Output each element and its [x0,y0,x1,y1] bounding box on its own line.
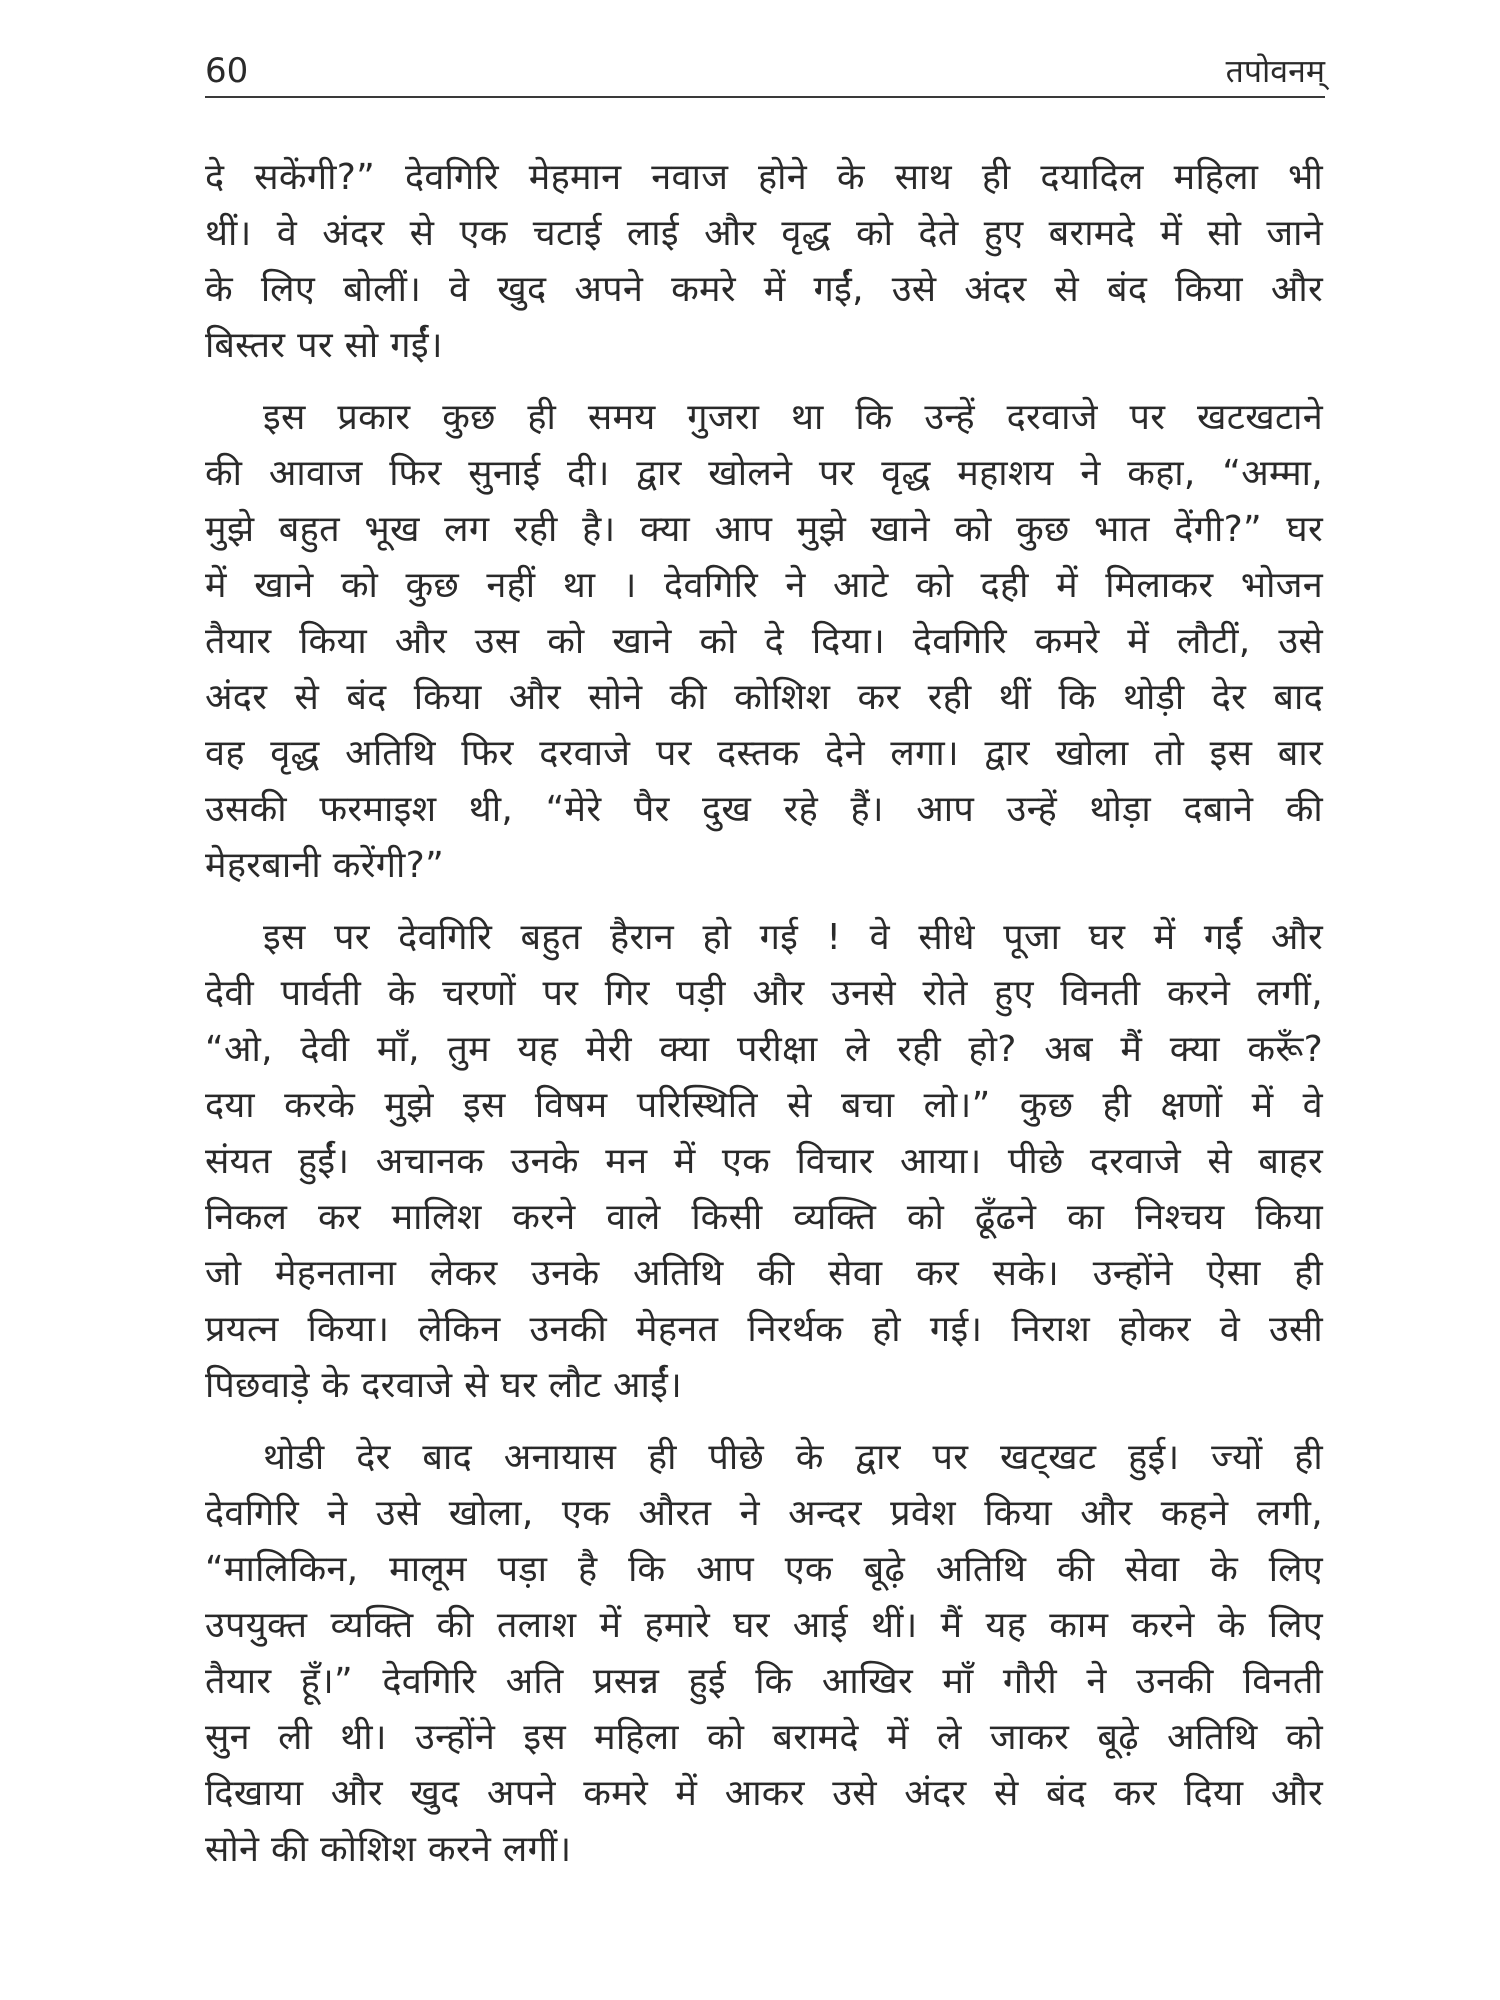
text-line: सोने की कोशिश करने लगीं। [205,1829,572,1870]
paragraph-1 [205,150,1323,374]
text-line: थीं। वे अंदर से एक चटाई लाई और वृद्ध को देते हुए बरामदे में सो जाने [205,213,1323,254]
page-number: 60 [205,51,249,91]
running-title: तपोवनम् [1225,52,1325,90]
paragraph-4 [205,1430,1323,1878]
text-line: में खाने को कुछ नहीं था । देवगिरि ने आटे को दही में मिलाकर भोजन [205,565,1323,606]
text-line: जो मेहनताना लेकर उनके अतिथि की सेवा कर सके। उन्होंने ऐसा ही [205,1253,1323,1294]
text-line: प्रयत्न किया। लेकिन उनकी मेहनत निरर्थक हो गई। निराश होकर वे उसी [205,1309,1323,1350]
text-line: उपयुक्त व्यक्ति की तलाश में हमारे घर आई थीं। मैं यह काम करने के लिए [205,1605,1323,1646]
text-line: थोडी देर बाद अनायास ही पीछे के द्वार पर खट्खट हुई। ज्यों ही [263,1437,1323,1478]
text-line: तैयार हूँ।” देवगिरि अति प्रसन्न हुई कि आखिर माँ गौरी ने उनकी विनती [205,1661,1323,1702]
paragraph-3 [205,910,1323,1414]
text-line: इस प्रकार कुछ ही समय गुजरा था कि उन्हें दरवाजे पर खटखटाने [263,397,1323,438]
text-line: दिखाया और खुद अपने कमरे में आकर उसे अंदर से बंद कर दिया और [205,1773,1323,1814]
text-line: इस पर देवगिरि बहुत हैरान हो गई ! वे सीधे पूजा घर में गईं और [263,917,1323,958]
text-line: पिछवाड़े के दरवाजे से घर लौट आईं। [205,1365,683,1406]
paragraph-2 [205,390,1323,894]
header-rule [205,96,1325,98]
text-line: “ओ, देवी माँ, तुम यह मेरी क्या परीक्षा ले रही हो? अब मैं क्या करूँ? [205,1029,1323,1070]
text-line: निकल कर मालिश करने वाले किसी व्यक्ति को ढूँढने का निश्चय किया [205,1197,1323,1238]
text-line: वह वृद्ध अतिथि फिर दरवाजे पर दस्तक देने लगा। द्वार खोला तो इस बार [205,733,1323,774]
text-line: मुझे बहुत भूख लग रही है। क्या आप मुझे खाने को कुछ भात देंगी?” घर [205,509,1323,550]
text-line: “मालिकिन, मालूम पड़ा है कि आप एक बूढ़े अतिथि की सेवा के लिए [205,1549,1323,1590]
text-line: की आवाज फिर सुनाई दी। द्वार खोलने पर वृद्ध महाशय ने कहा, “अम्मा, [205,453,1323,494]
text-line: देवगिरि ने उसे खोला, एक औरत ने अन्दर प्रवेश किया और कहने लगी, [205,1493,1323,1534]
text-line: के लिए बोलीं। वे खुद अपने कमरे में गईं, उसे अंदर से बंद किया और [205,269,1323,310]
text-line: दे सकेंगी?” देवगिरि मेहमान नवाज होने के साथ ही दयादिल महिला भी [205,157,1323,198]
text-line: मेहरबानी करेंगी?” [205,845,445,886]
text-line: सुन ली थी। उन्होंने इस महिला को बरामदे में ले जाकर बूढ़े अतिथि को [205,1717,1323,1758]
text-line: तैयार किया और उस को खाने को दे दिया। देवगिरि कमरे में लौटीं, उसे [205,621,1323,662]
page-header [205,48,1325,94]
text-line: बिस्तर पर सो गईं। [205,325,443,366]
text-line: दया करके मुझे इस विषम परिस्थिति से बचा लो।” कुछ ही क्षणों में वे [205,1085,1323,1126]
text-line: संयत हुईं। अचानक उनके मन में एक विचार आया। पीछे दरवाजे से बाहर [205,1141,1323,1182]
text-line: अंदर से बंद किया और सोने की कोशिश कर रही थीं कि थोड़ी देर बाद [205,677,1323,718]
text-line: उसकी फरमाइश थी, “मेरे पैर दुख रहे हैं। आप उन्हें थोड़ा दबाने की [205,789,1323,830]
text-line: देवी पार्वती के चरणों पर गिर पड़ी और उनसे रोते हुए विनती करने लगीं, [205,973,1323,1014]
body-text [205,150,1323,1894]
